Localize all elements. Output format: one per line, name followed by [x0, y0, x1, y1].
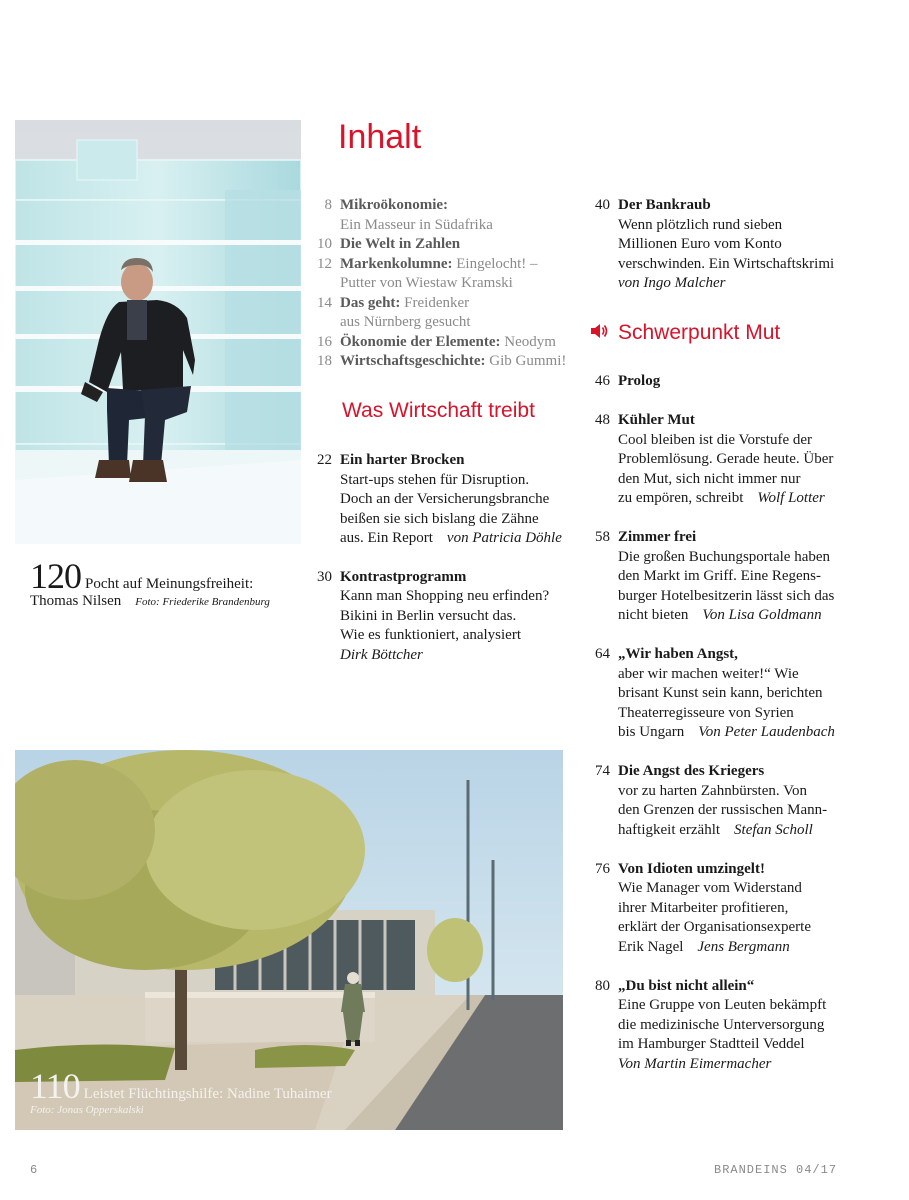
toc-entry-line: im Hamburger Stadtteil Veddel — [618, 1036, 805, 1052]
toc-entry-page: 64 — [595, 646, 610, 662]
toc-entry — [588, 196, 888, 294]
toc-entry-title-line — [618, 645, 888, 665]
toc-entry-line: den Markt im Griff. Eine Regens- — [618, 568, 822, 584]
toc-entry — [588, 528, 888, 626]
toc-entry — [588, 860, 888, 958]
toc-entry-title: Zimmer frei — [618, 529, 697, 545]
toc-entry-author: von Patricia Döhle — [446, 530, 562, 546]
toc-entry-line: burger Hotelbesitzerin lässt sich das — [618, 587, 835, 604]
toc-item-line1 — [340, 333, 590, 353]
toc-entry — [588, 762, 888, 840]
photo1-credit: Foto: Friederike Brandenburg — [135, 596, 270, 608]
toc-entry-title: Ein harter Brocken — [340, 452, 465, 468]
toc-entry-title-line — [618, 372, 888, 392]
toc-entry-line: beißen sie sich bislang die Zähne — [340, 510, 539, 527]
toc-item-title: Das geht: — [340, 294, 401, 311]
toc-entry-last-text: haftigkeit erzählt — [618, 821, 721, 838]
toc-item — [310, 255, 590, 294]
toc-entry-author: Von Martin Eimermacher — [618, 1055, 772, 1072]
toc-entry-text — [618, 196, 888, 294]
toc-item-page: 10 — [317, 236, 332, 252]
toc-entry-page: 76 — [595, 860, 610, 877]
toc-entry-line: Eine Gruppe von Leuten bekämpft — [618, 997, 827, 1013]
page-title: Inhalt — [338, 118, 422, 156]
magazine-issue: BRANDEINS 04/17 — [714, 1163, 838, 1177]
toc-item-title: Ökonomie der Elemente: — [340, 333, 501, 350]
toc-entry-author: Jens Bergmann — [697, 938, 790, 955]
toc-item-line1 — [340, 294, 590, 314]
toc-entry-line: Kann man Shopping neu erfinden? — [340, 588, 550, 604]
toc-entry-title: Prolog — [618, 373, 661, 389]
photo1-caption-line1: Pocht auf Meinungsfreiheit: — [85, 576, 254, 592]
section2-list — [588, 372, 888, 1074]
toc-entry-last-text: zu empören, schreibt — [618, 490, 744, 506]
toc-entry-text — [340, 451, 590, 549]
toc-item-text — [340, 235, 590, 255]
toc-entry-line: Bikini in Berlin versucht das. — [340, 607, 517, 624]
toc-entry-line: Cool bleiben ist die Vorstufe der — [618, 431, 813, 448]
toc-item-title: Markenkolumne: — [340, 255, 453, 272]
toc-item-rest: Gib Gummi! — [485, 353, 567, 369]
toc-entry — [588, 372, 888, 392]
toc-item-line1 — [340, 196, 590, 216]
toc-entry-title: Kühler Mut — [618, 412, 695, 428]
toc-entry-last-line — [618, 1055, 888, 1075]
toc-entry-title-line — [618, 196, 888, 216]
photo-thomas-nilsen — [15, 120, 301, 544]
toc-entry-line: Wie Manager vom Widerstand — [618, 880, 802, 896]
toc-entry-line: die medizinische Unterversorgung — [618, 1016, 825, 1033]
toc-entry-author: Von Lisa Goldmann — [702, 607, 822, 623]
toc-entry-page: 30 — [317, 568, 332, 585]
toc-entry-last-line — [340, 529, 590, 549]
toc-entry-title-line — [618, 411, 888, 431]
photo2-caption-text: Leistet Flüchtingshilfe: Nadine Tuhaimer — [83, 1086, 332, 1102]
toc-item-text — [340, 352, 590, 372]
section-title-schwerpunkt-mut: Schwerpunkt Mut — [618, 321, 781, 344]
toc-item — [310, 235, 590, 255]
toc-entry-last-line — [618, 489, 888, 509]
toc-entry-line: aber wir machen weiter!“ Wie — [618, 665, 799, 682]
toc-entry-last-line — [618, 723, 888, 743]
toc-entry-last-text: nicht bieten — [618, 607, 689, 623]
toc-item-rest: Freidenker — [400, 294, 470, 311]
section1-list — [310, 451, 590, 665]
toc-entry-line: ihrer Mitarbeiter profitieren, — [618, 899, 789, 916]
toc-entry-line: Problemlösung. Gerade heute. Über — [618, 451, 834, 467]
speaker-icon — [590, 323, 608, 344]
toc-entry-line: Millionen Euro vom Konto — [618, 236, 782, 252]
toc-entry-last-line — [618, 821, 888, 841]
toc-entry-title-line — [618, 762, 888, 782]
toc-item-rest: Neodym — [500, 333, 556, 350]
toc-entry-title: Von Idioten umzingelt! — [618, 860, 765, 877]
toc-entry-title-line — [618, 528, 888, 548]
toc-entry-author: Stefan Scholl — [734, 821, 813, 838]
toc-entry-line: brisant Kunst sein kann, berichten — [618, 685, 823, 701]
toc-entry-page: 40 — [595, 197, 610, 213]
toc-item — [310, 294, 590, 333]
toc-entry-last-line — [618, 938, 888, 958]
toc-entry-text — [618, 411, 888, 509]
toc-entry-line: Doch an der Versicherungsbranche — [340, 491, 550, 507]
toc-entry-last-text: Erik Nagel — [618, 938, 684, 955]
toc-item-page: 16 — [317, 333, 332, 350]
toc-entry-title-line — [618, 977, 888, 997]
toc-entry-page: 80 — [595, 977, 610, 994]
toc-item-page: 8 — [324, 197, 332, 213]
toc-entry-line: erklärt der Organisationsexperte — [618, 919, 811, 935]
toc-item-line2: Putter von Wiestaw Kramski — [340, 275, 513, 291]
toc-entry-author: Wolf Lotter — [757, 490, 825, 506]
toc-entry-text — [618, 860, 888, 958]
toc-entry-line: Wenn plötzlich rund sieben — [618, 216, 783, 233]
toc-entry-last-text: aus. Ein Report — [340, 530, 433, 546]
toc-entry-line: den Mut, sich nicht immer nur — [618, 470, 801, 487]
toc-entry-text — [618, 645, 888, 743]
section-title-was-wirtschaft-treibt: Was Wirtschaft treibt — [342, 399, 535, 422]
toc-entry — [310, 451, 590, 549]
toc-entry-last-line — [618, 606, 888, 626]
toc-entry-title: Der Bankraub — [618, 197, 711, 213]
toc-entry — [588, 645, 888, 743]
toc-entry-line: Die großen Buchungsportale haben — [618, 548, 831, 565]
toc-entry — [310, 568, 590, 666]
toc-entry — [588, 977, 888, 1075]
toc-item-line1 — [340, 255, 590, 275]
toc-entry-text — [618, 762, 888, 840]
toc-entry-text — [618, 977, 888, 1075]
toc-item-title: Wirtschaftsgeschichte: — [340, 353, 486, 369]
page-number: 6 — [30, 1163, 39, 1177]
toc-entry-author: Dirk Böttcher — [340, 646, 423, 663]
toc-item-line2: aus Nürnberg gesucht — [340, 314, 471, 330]
toc-item-text — [340, 333, 590, 353]
toc-entry-author: Von Peter Laudenbach — [698, 724, 835, 740]
toc-item-text — [340, 255, 590, 294]
toc-entry-title: Kontrastprogramm — [340, 568, 467, 585]
toc-entry-author: von Ingo Malcher — [618, 275, 726, 291]
toc-item-title: Mikroökonomie: — [340, 197, 449, 213]
toc-entry-line: verschwinden. Ein Wirtschaftskrimi — [618, 255, 835, 272]
photo1-caption — [30, 558, 253, 594]
toc-entry-line: Theaterregisseure von Syrien — [618, 704, 794, 721]
photo1-caption-line2-wrap — [30, 592, 270, 610]
toc-item-line1 — [340, 352, 590, 372]
toc-item — [310, 196, 590, 235]
toc-item-line1 — [340, 235, 590, 255]
toc-item-page: 18 — [317, 353, 332, 369]
toc-entry-page: 74 — [595, 763, 610, 779]
toc-entry-text — [340, 568, 590, 666]
toc-item — [310, 333, 590, 353]
toc-entry-title-line — [340, 568, 590, 588]
toc-item-title: Die Welt in Zahlen — [340, 236, 461, 252]
toc-entry-text — [618, 372, 888, 392]
toc-entry-last-text: bis Ungarn — [618, 724, 685, 740]
photo2-caption — [30, 1068, 332, 1104]
photo1-page-number: 120 — [30, 556, 81, 596]
toc-entry-title-line — [618, 860, 888, 880]
toc-short-list — [310, 196, 590, 372]
toc-entry-title-line — [340, 451, 590, 471]
toc-entry-line: Wie es funktioniert, analysiert — [340, 627, 522, 643]
toc-entry-line: den Grenzen der russischen Mann- — [618, 802, 828, 818]
toc-entry — [588, 411, 888, 509]
toc-entry-line: Start-ups stehen für Disruption. — [340, 471, 530, 488]
toc-item-rest: Eingelocht! – — [452, 255, 538, 272]
toc-entry-title: Die Angst des Kriegers — [618, 763, 765, 779]
toc-entry-page: 46 — [595, 373, 610, 389]
toc-entry-last-line — [340, 646, 590, 666]
photo2-credit: Foto: Jonas Opperskalski — [30, 1104, 144, 1116]
toc-item-text — [340, 196, 590, 235]
section-heading-schwerpunkt — [590, 320, 780, 346]
toc-item-page: 14 — [317, 294, 332, 311]
photo1-caption-line2: Thomas Nilsen — [30, 593, 122, 609]
toc-entry-text — [618, 528, 888, 626]
photo2-page-number: 110 — [30, 1066, 80, 1106]
toc-entry-page: 22 — [317, 452, 332, 468]
toc-entry-page: 48 — [595, 412, 610, 428]
toc-entry-title: „Wir haben Angst, — [618, 646, 738, 662]
toc-entry-line: vor zu harten Zahnbürsten. Von — [618, 782, 807, 799]
toc-item-page: 12 — [317, 255, 332, 272]
toc-entry-last-line — [618, 274, 888, 294]
toc-entry-title: „Du bist nicht allein“ — [618, 977, 755, 994]
toc-item — [310, 352, 590, 372]
toc-entry-page: 58 — [595, 529, 610, 545]
toc-item-line2: Ein Masseur in Südafrika — [340, 216, 493, 233]
toc-item-text — [340, 294, 590, 333]
bankraub-entry — [588, 196, 888, 294]
